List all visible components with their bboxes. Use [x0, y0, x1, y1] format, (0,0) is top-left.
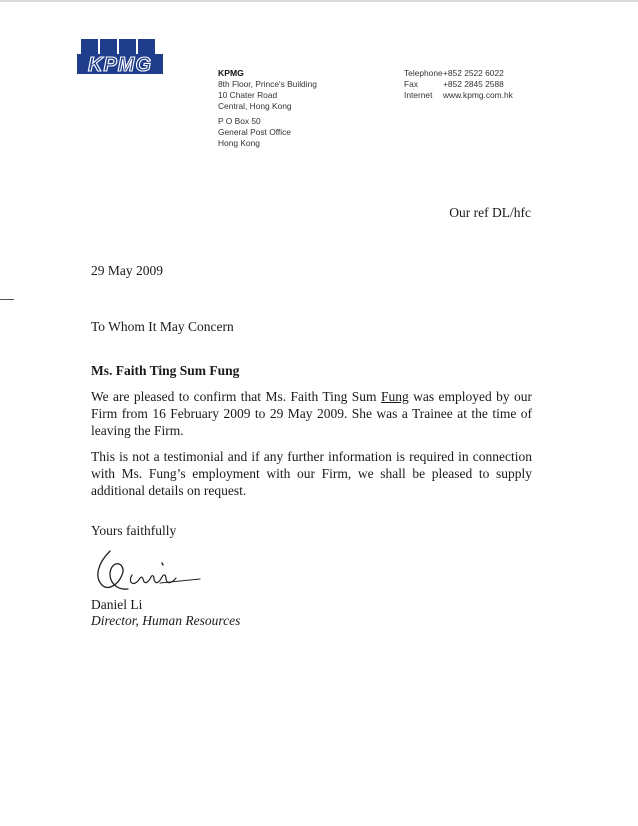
address-line: P O Box 50	[218, 116, 261, 126]
address-line: Central, Hong Kong	[218, 101, 292, 111]
kpmg-logo	[77, 39, 163, 79]
signer-title: Director, Human Resources	[91, 613, 241, 628]
letterhead-contact	[404, 68, 513, 101]
scan-margin-mark	[0, 299, 14, 300]
letterhead-address	[218, 68, 317, 149]
scan-top-edge	[0, 0, 638, 2]
internet-value: www.kpmg.com.hk	[443, 90, 513, 100]
body-paragraph-1	[91, 388, 532, 439]
address-firm: KPMG	[218, 68, 244, 78]
kpmg-logo-graphic	[77, 39, 163, 79]
salutation: To Whom It May Concern	[91, 319, 234, 334]
letter-subject: Ms. Faith Ting Sum Fung	[91, 363, 240, 378]
kpmg-logo-text: KPMG	[88, 54, 152, 76]
body-paragraph-2: This is not a testimonial and if any further information is required in connection with Ms. Fung’s employment with our Firm, we shall be pleased to supply additional details on request.	[91, 449, 532, 498]
signature-graphic	[88, 545, 206, 597]
internet-label: Internet	[404, 90, 433, 100]
our-reference: Our ref DL/hfc	[449, 205, 531, 220]
telephone-label: Telephone	[404, 68, 443, 78]
address-line: Hong Kong	[218, 138, 260, 148]
letter-date: 29 May 2009	[91, 263, 163, 278]
fax-value: +852 2845 2588	[443, 79, 504, 89]
telephone-value: +852 2522 6022	[443, 68, 504, 78]
handwritten-signature	[88, 545, 206, 597]
underlined-surname: Fung	[380, 389, 409, 404]
paragraph-text: was employed by our Firm from 16 February 2009 to 29 May 2009. She was a Trainee at the time of leaving the Firm.	[91, 389, 532, 438]
address-line: 8th Floor, Prince's Building	[218, 79, 317, 89]
address-line: 10 Chater Road	[218, 90, 278, 100]
paragraph-text: We are pleased to confirm that Ms. Faith Ting Sum	[91, 389, 381, 404]
address-line: General Post Office	[218, 127, 291, 137]
signer-name: Daniel Li	[91, 597, 143, 612]
fax-label: Fax	[404, 79, 418, 89]
closing: Yours faithfully	[91, 523, 177, 538]
